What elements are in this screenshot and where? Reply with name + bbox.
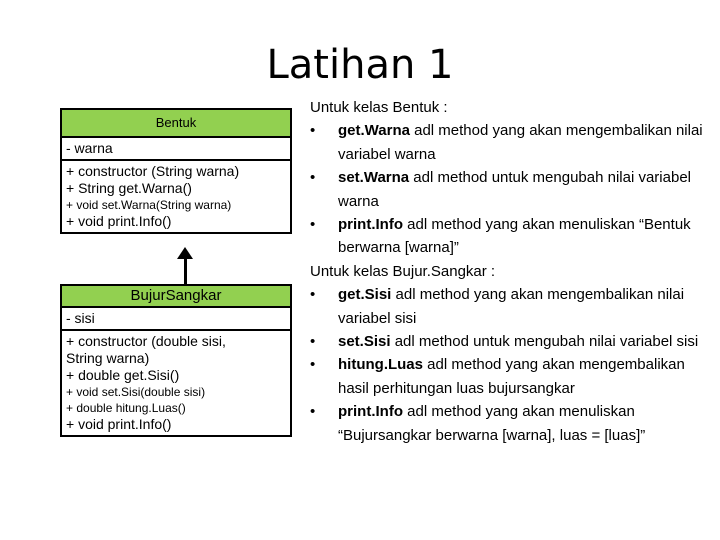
- bujur-description-item: [310, 283, 710, 330]
- bujur-description-header: Untuk kelas Bujur.Sangkar :: [310, 262, 496, 280]
- method-name: get.Sisi: [338, 286, 392, 304]
- method-description: adl method yang akan menuliskan “Bentuk berwarna [warna]”: [338, 216, 691, 257]
- bentuk-description-header: Untuk kelas Bentuk :: [310, 99, 448, 116]
- method-name: print.Info: [338, 216, 403, 234]
- method-bujursangkar-1: String warna): [66, 350, 150, 366]
- bullet-icon: •: [310, 216, 316, 234]
- method-bujursangkar-3: + void set.Sisi(double sisi): [66, 385, 206, 399]
- method-description: adl method yang akan mengembalikan nilai variabel sisi: [338, 286, 685, 327]
- bullet-icon: •: [310, 356, 316, 374]
- bentuk-description-list: [310, 119, 710, 259]
- method-description: adl method yang akan menuliskan “Bujursangkar berwarna [warna], luas = [luas]”: [338, 403, 646, 444]
- bentuk-description-item: [310, 213, 710, 260]
- method-bentuk-3: + void print.Info(): [66, 213, 172, 229]
- method-description: adl method untuk mengubah nilai variabel sisi: [390, 333, 699, 351]
- methods-section-bujursangkar: [62, 331, 290, 435]
- bullet-icon: •: [310, 122, 316, 140]
- methods-section-bentuk: [62, 161, 290, 232]
- method-bujursangkar-2: + double get.Sisi(): [66, 367, 180, 383]
- method-bujursangkar-0: + constructor (double sisi,: [66, 333, 226, 349]
- bentuk-description-item: [310, 166, 710, 213]
- bullet-icon: •: [310, 286, 316, 304]
- class-name-bentuk: Bentuk: [62, 110, 290, 138]
- method-description: adl method yang akan mengembalikan hasil perhitungan luas bujursangkar: [338, 356, 685, 397]
- attribute-warna: - warna: [66, 140, 113, 156]
- method-bentuk-1: + String get.Warna(): [66, 180, 192, 196]
- bujur-description-item: [310, 400, 710, 447]
- slide-title: Latihan 1: [266, 42, 454, 88]
- bentuk-description-item: [310, 119, 710, 166]
- attributes-section-bentuk: [62, 138, 290, 161]
- bullet-icon: •: [310, 333, 316, 351]
- method-name: hitung.Luas: [338, 356, 423, 374]
- inheritance-arrow-head-icon: [177, 247, 193, 259]
- attribute-sisi: - sisi: [66, 310, 95, 326]
- bujur-description-item: [310, 353, 710, 400]
- method-name: set.Sisi: [338, 333, 391, 351]
- uml-class-bentuk: [60, 108, 292, 234]
- class-name-bujursangkar: BujurSangkar: [62, 286, 290, 308]
- method-name: get.Warna: [338, 122, 410, 140]
- description-panel: [310, 96, 710, 447]
- method-description: adl method yang akan mengembalikan nilai variabel warna: [338, 122, 703, 163]
- bullet-icon: •: [310, 169, 316, 187]
- method-bujursangkar-5: + void print.Info(): [66, 416, 172, 432]
- method-name: print.Info: [338, 403, 403, 421]
- bujur-description-item: [310, 330, 710, 353]
- method-description: adl method untuk mengubah nilai variabel warna: [338, 169, 691, 210]
- bujur-description-list: [310, 283, 710, 447]
- method-name: set.Warna: [338, 169, 410, 187]
- attributes-section-bujursangkar: [62, 308, 290, 331]
- method-bentuk-0: + constructor (String warna): [66, 163, 240, 179]
- method-bentuk-2: + void set.Warna(String warna): [66, 198, 232, 212]
- uml-class-bujursangkar: [60, 284, 292, 437]
- bullet-icon: •: [310, 403, 316, 421]
- method-bujursangkar-4: + double hitung.Luas(): [66, 401, 186, 415]
